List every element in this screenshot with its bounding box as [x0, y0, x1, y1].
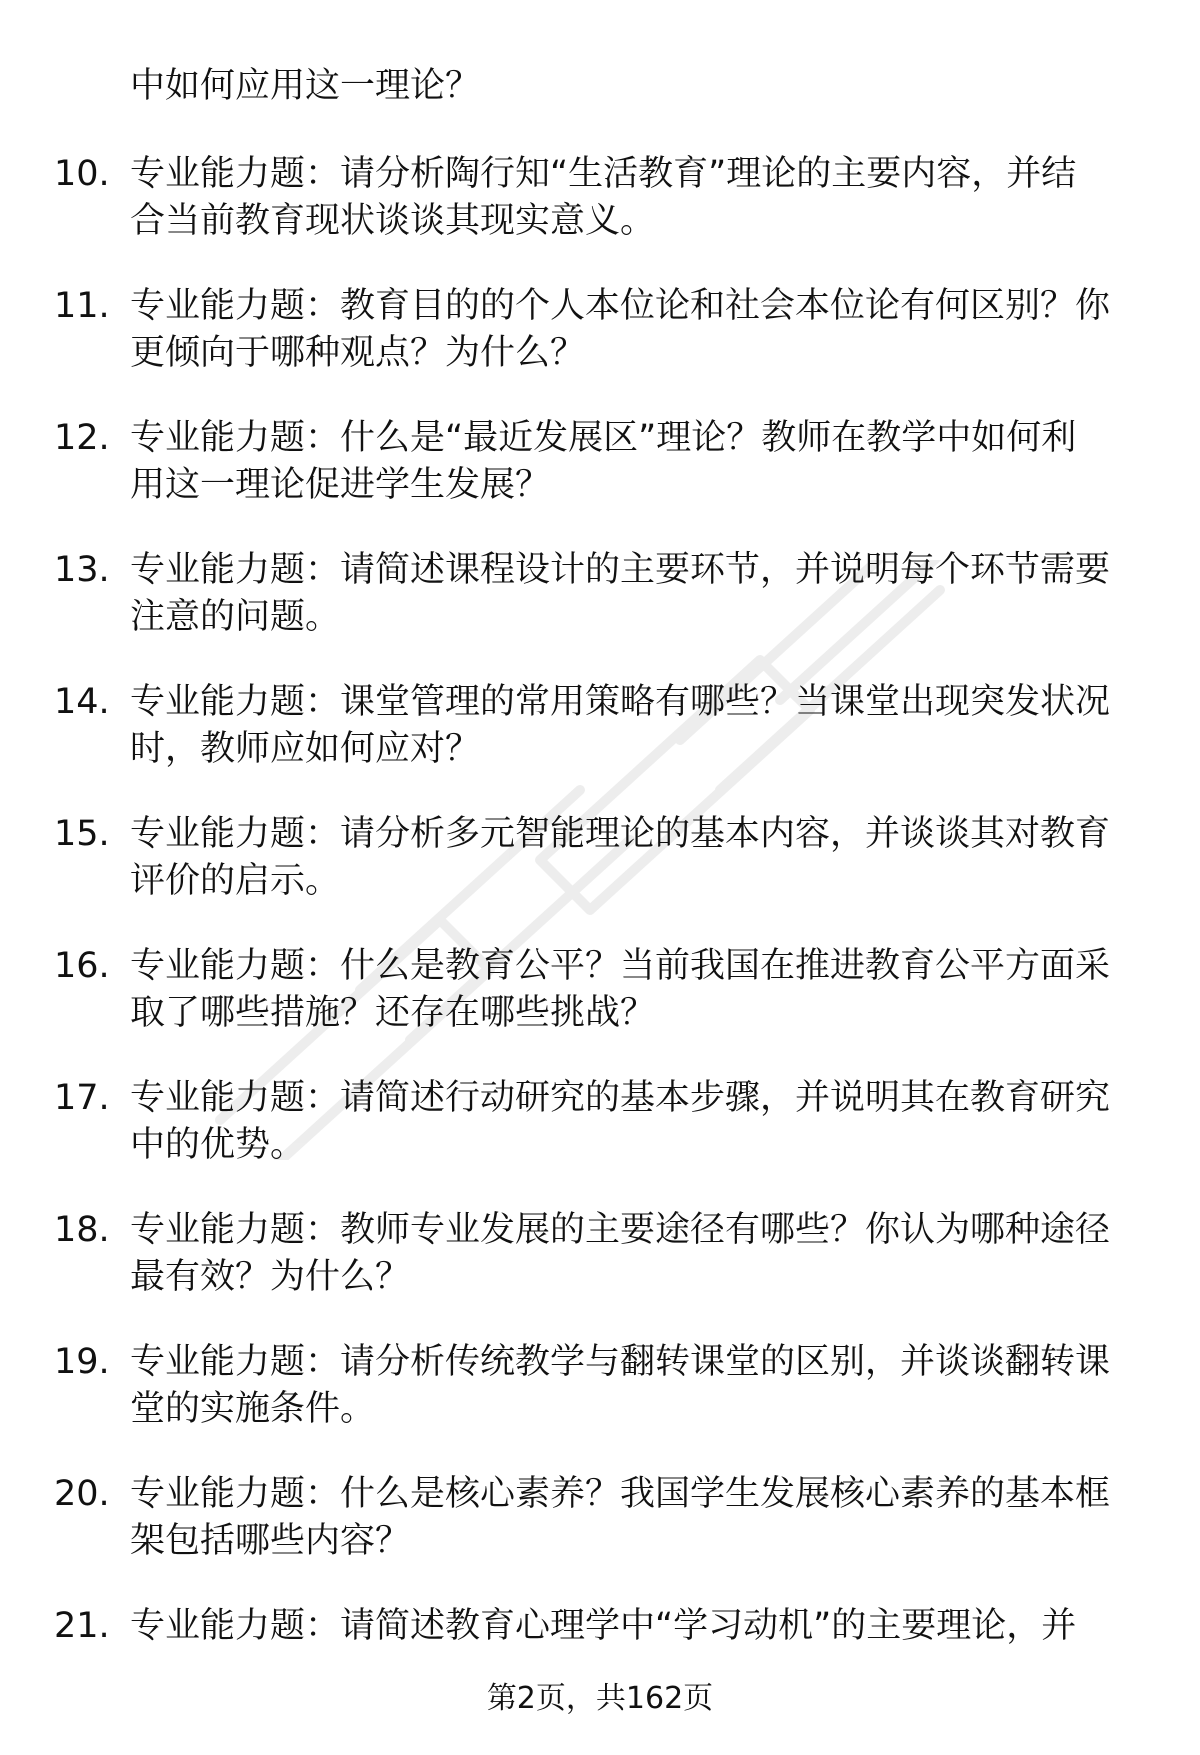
question-text-line: 中的优势。: [130, 1125, 306, 1165]
question-text-line: 专业能力题：什么是核心素养？我国学生发展核心素养的基本框: [130, 1474, 1111, 1514]
question-text-line: 堂的实施条件。: [130, 1389, 376, 1429]
question-item: [0, 1338, 1200, 1470]
question-text-line: 专业能力题：什么是教育公平？当前我国在推进教育公平方面采: [130, 946, 1111, 986]
continued-question-text: 中如何应用这一理论？: [130, 66, 481, 106]
question-number: 20.: [54, 1474, 110, 1514]
question-item: [0, 414, 1200, 546]
question-text-line: 专业能力题：教育目的的个人本位论和社会本位论有何区别？你: [130, 286, 1111, 326]
question-number: 10.: [54, 154, 110, 194]
question-text-line: 专业能力题：课堂管理的常用策略有哪些？当课堂出现突发状况: [130, 682, 1111, 722]
question-text-line: 专业能力题：教师专业发展的主要途径有哪些？你认为哪种途径: [130, 1210, 1111, 1250]
question-text-line: 时，教师应如何应对？: [130, 729, 481, 769]
question-item: [0, 678, 1200, 810]
question-text-line: 专业能力题：请分析传统教学与翻转课堂的区别，并谈谈翻转课: [130, 1342, 1111, 1382]
question-list: [0, 150, 1200, 1734]
question-number: 16.: [54, 946, 110, 986]
question-number: 18.: [54, 1210, 110, 1250]
question-text-line: 更倾向于哪种观点？为什么？: [130, 333, 586, 373]
question-number: 19.: [54, 1342, 110, 1382]
question-item: [0, 942, 1200, 1074]
page-footer: 第2页，共162页: [486, 1681, 714, 1716]
question-item: [0, 1206, 1200, 1338]
question-text-line: 专业能力题：请简述教育心理学中“学习动机”的主要理论，并: [130, 1606, 1077, 1646]
question-number: 21.: [54, 1606, 110, 1646]
question-number: 11.: [54, 286, 110, 326]
question-text-line: 专业能力题：什么是“最近发展区”理论？教师在教学中如何利: [130, 418, 1077, 458]
question-text-line: 专业能力题：请简述行动研究的基本步骤，并说明其在教育研究: [130, 1078, 1111, 1118]
question-text-line: 用这一理论促进学生发展？: [130, 465, 551, 505]
question-text-line: 专业能力题：请简述课程设计的主要环节，并说明每个环节需要: [130, 550, 1111, 590]
question-number: 12.: [54, 418, 110, 458]
question-text-line: 取了哪些措施？还存在哪些挑战？: [130, 993, 656, 1033]
question-item: [0, 1470, 1200, 1602]
question-number: 15.: [54, 814, 110, 854]
question-text-line: 最有效？为什么？: [130, 1257, 411, 1297]
question-text-line: 注意的问题。: [130, 597, 341, 637]
question-item: [0, 1074, 1200, 1206]
question-text-line: 架包括哪些内容？: [130, 1521, 411, 1561]
question-number: 13.: [54, 550, 110, 590]
question-item: [0, 150, 1200, 282]
question-text-line: 专业能力题：请分析多元智能理论的基本内容，并谈谈其对教育: [130, 814, 1111, 854]
question-text-line: 合当前教育现状谈谈其现实意义。: [130, 201, 656, 241]
question-number: 17.: [54, 1078, 110, 1118]
question-text-line: 评价的启示。: [130, 861, 341, 901]
question-number: 14.: [54, 682, 110, 722]
question-item: [0, 810, 1200, 942]
question-item: [0, 282, 1200, 414]
question-text-line: 专业能力题：请分析陶行知“生活教育”理论的主要内容，并结: [130, 154, 1077, 194]
question-item: [0, 546, 1200, 678]
